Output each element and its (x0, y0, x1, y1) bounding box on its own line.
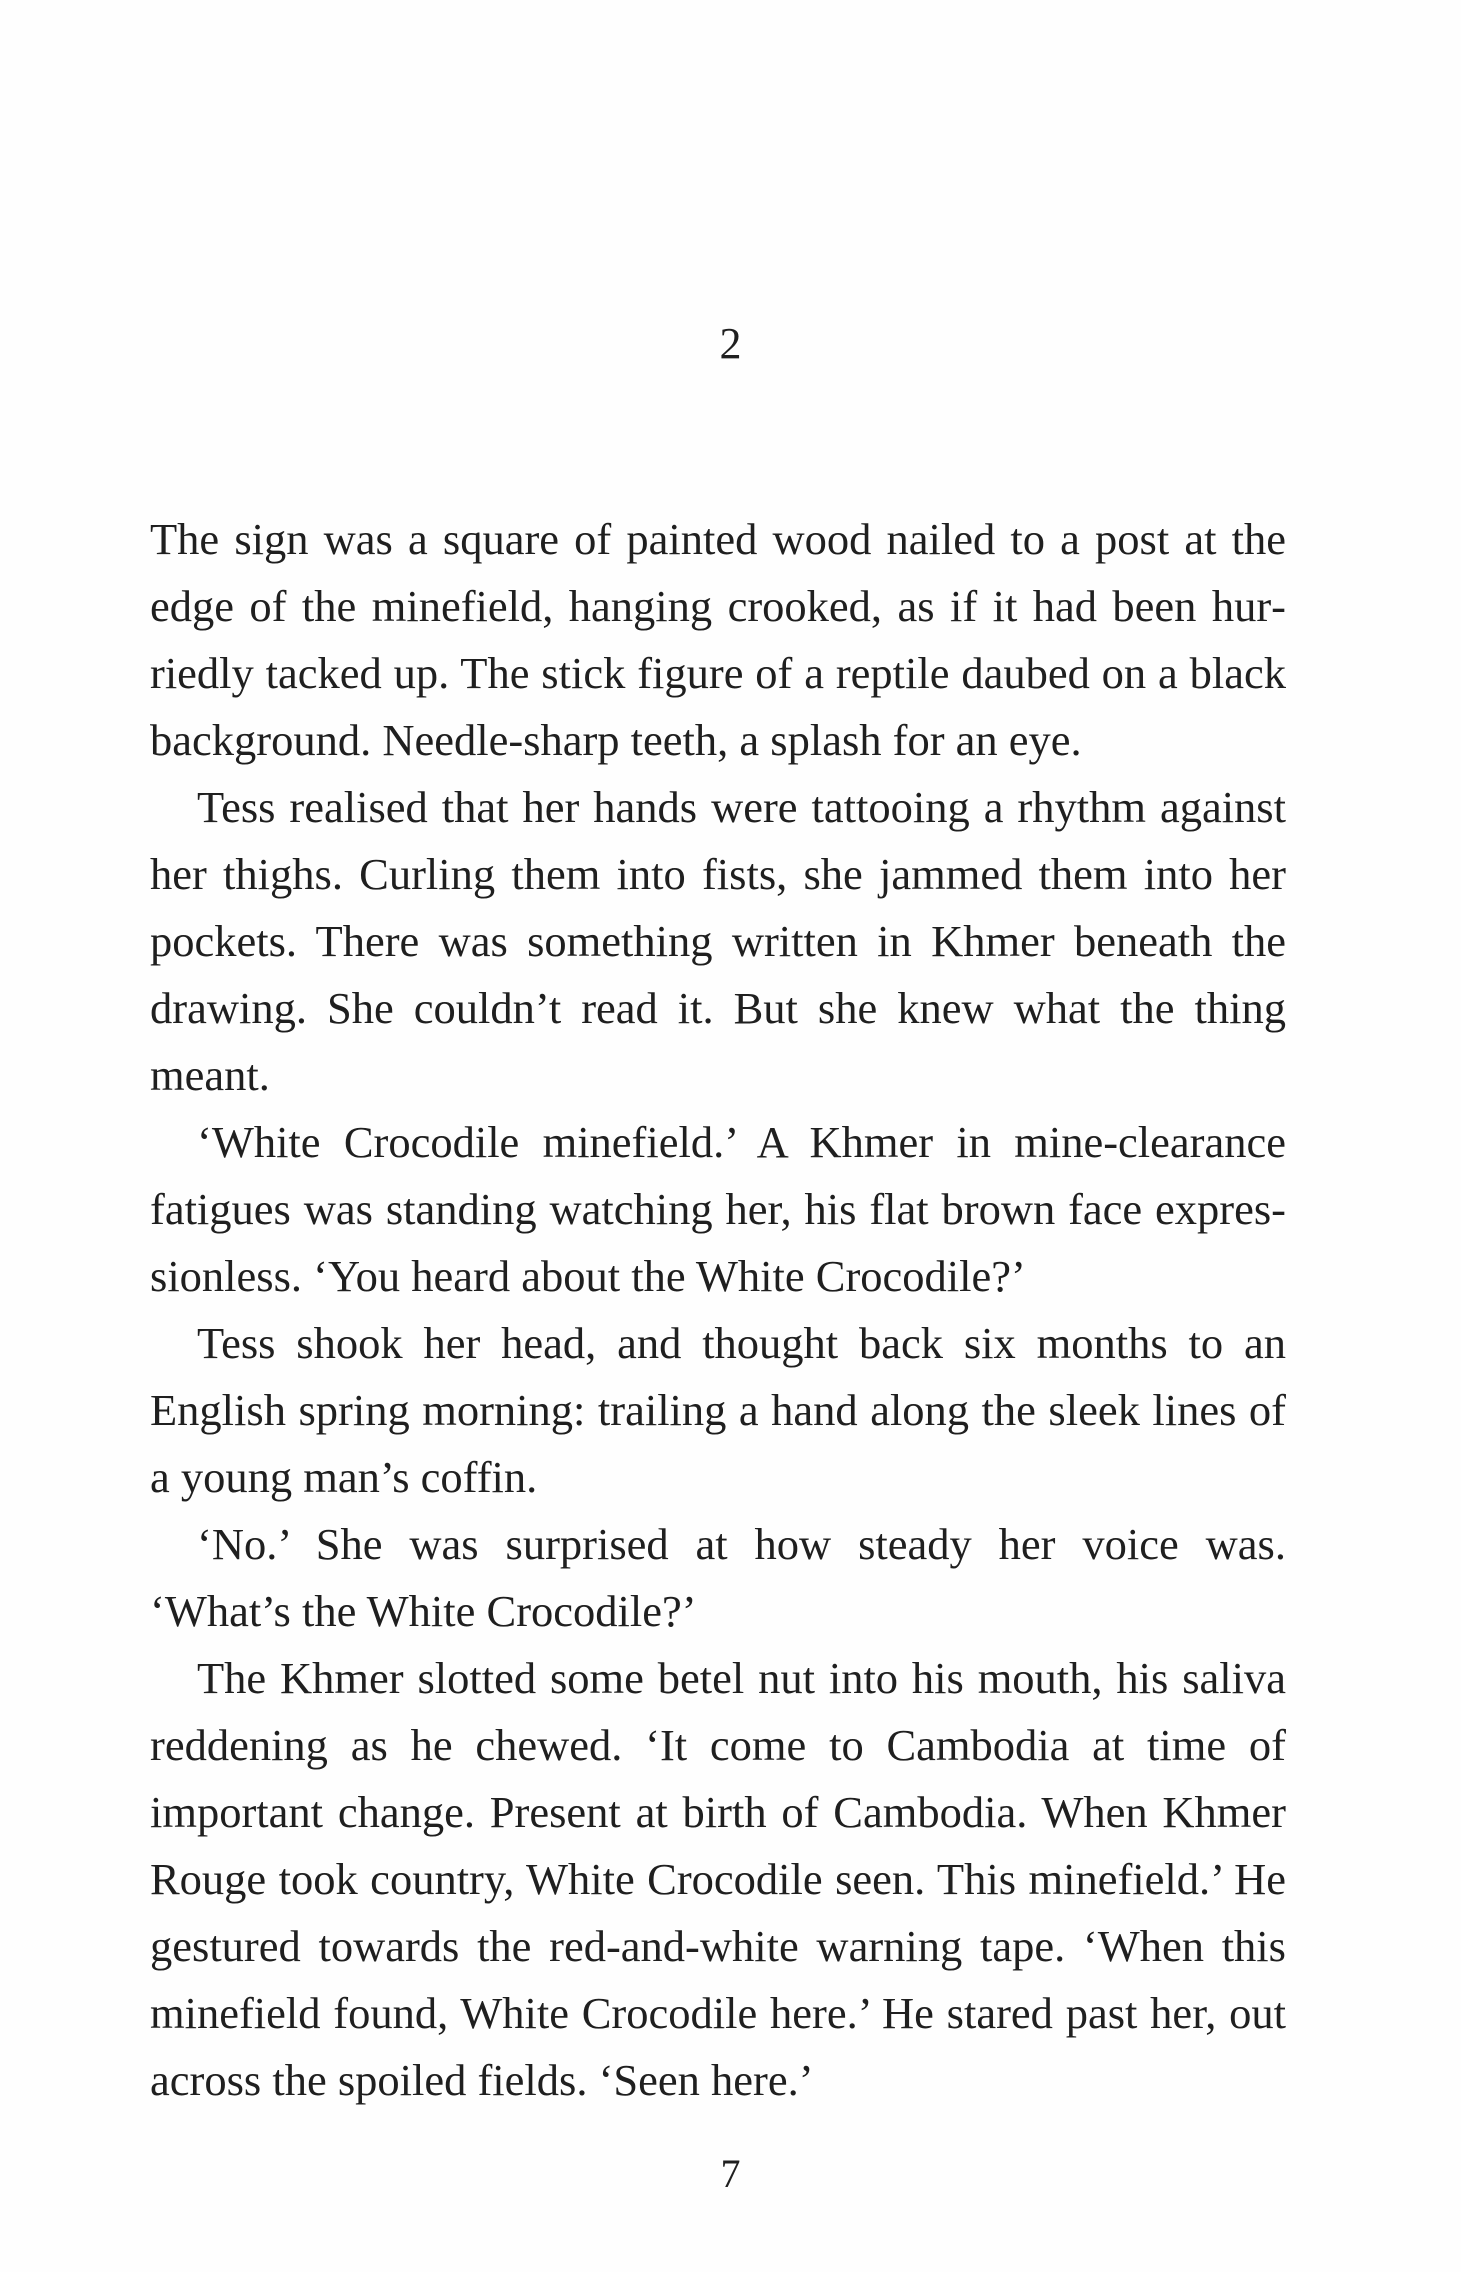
paragraph: Tess realised that her hands were tattooing a rhythm against her thighs. Curling them into fists, she jammed them into her pockets. There was something written in Khmer beneath the drawing. She couldn’t read it. But she knew what the thing meant. (150, 782, 1286, 1100)
paragraph: ‘No.’ She was surprised at how steady her voice was. ‘What’s the White Crocodile?’ (150, 1519, 1286, 1636)
chapter-number: 2 (719, 319, 742, 368)
paragraph: Tess shook her head, and thought back six months to an English spring morning: trailing a hand along the sleek lines of a young man’s coffin. (150, 1318, 1286, 1502)
chapter-body (150, 506, 1286, 2114)
paragraph: The sign was a square of painted wood nailed to a post at the edge of the minefield, hanging crooked, as if it had been hurriedly tacked up. The stick figure of a reptile daubed on a black background. Needle-sharp teeth, a splash for an eye. (150, 514, 1286, 765)
paragraph: The Khmer slotted some betel nut into his mouth, his saliva reddening as he chewed. ‘It come to Cambodia at time of important change. Present at birth of Cambodia. When Khmer Rouge took country, White Crocodile seen. This minefield.’ He gestured towards the red-and-white warning tape. ‘When this minefield found, White Crocodile here.’ He stared past her, out across the spoiled fields. ‘Seen here.’ (150, 1653, 1286, 2105)
page-number: 7 (720, 2151, 741, 2196)
paragraph: ‘White Crocodile minefield.’ A Khmer in mine-clearance fatigues was standing watching her, his flat brown face expressionless. ‘You heard about the White Crocodile?’ (150, 1117, 1286, 1301)
